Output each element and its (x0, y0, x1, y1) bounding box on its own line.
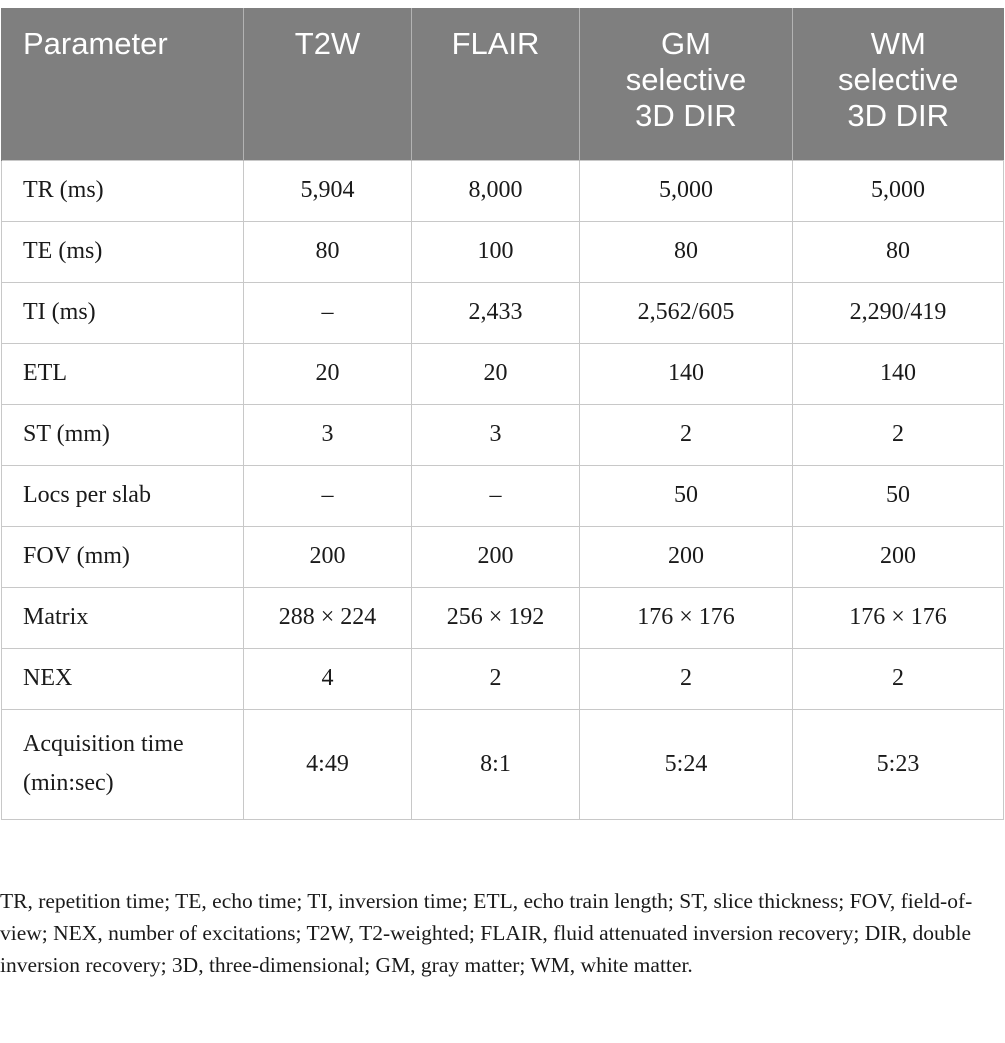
row-parameter: ST (mm) (2, 404, 244, 465)
header-wm-selective-3d-dir (793, 8, 1004, 160)
header-line: 3D DIR (847, 98, 950, 133)
cell-t2w: 20 (244, 343, 412, 404)
table-row (2, 648, 1004, 709)
table-row (2, 526, 1004, 587)
header-line: Parameter (23, 26, 168, 61)
row-parameter: TI (ms) (2, 282, 244, 343)
cell-t2w: 3 (244, 404, 412, 465)
row-parameter: TR (ms) (2, 160, 244, 221)
cell-wm-dir: 140 (793, 343, 1004, 404)
table-row (2, 343, 1004, 404)
cell-flair: – (412, 465, 580, 526)
parameters-table-container (1, 8, 1003, 820)
table-footnote: TR, repetition time; TE, echo time; TI, inversion time; ETL, echo train length; ST, slice thickness; FOV, field-of-view; NEX, number of excitations; T2W, T2-weighted; FLAIR, fluid attenuated inversion recovery; DIR, double inversion recovery; 3D, three-dimensional; GM, gray matter; WM, white matter. (0, 889, 973, 977)
header-flair (412, 8, 580, 160)
table-header-row (2, 8, 1004, 160)
cell-t2w: 5,904 (244, 160, 412, 221)
cell-wm-dir: 200 (793, 526, 1004, 587)
row-parameter: TE (ms) (2, 221, 244, 282)
header-line: GM (661, 26, 711, 61)
row-parameter: ETL (2, 343, 244, 404)
cell-gm-dir: 2,562/605 (580, 282, 793, 343)
cell-gm-dir: 5:24 (580, 709, 793, 819)
cell-gm-dir: 200 (580, 526, 793, 587)
header-line: selective (837, 62, 959, 97)
table-row (2, 160, 1004, 221)
table-row (2, 221, 1004, 282)
cell-flair: 2,433 (412, 282, 580, 343)
cell-t2w: 80 (244, 221, 412, 282)
cell-gm-dir: 80 (580, 221, 793, 282)
cell-flair: 2 (412, 648, 580, 709)
row-parameter: Acquisition time (min:sec) (2, 709, 244, 819)
cell-gm-dir: 2 (580, 648, 793, 709)
row-parameter: FOV (mm) (2, 526, 244, 587)
table-row (2, 465, 1004, 526)
cell-flair: 8:1 (412, 709, 580, 819)
row-parameter: Locs per slab (2, 465, 244, 526)
header-parameter (2, 8, 244, 160)
cell-wm-dir: 80 (793, 221, 1004, 282)
header-t2w (244, 8, 412, 160)
cell-flair: 256 × 192 (412, 587, 580, 648)
cell-wm-dir: 5,000 (793, 160, 1004, 221)
cell-wm-dir: 5:23 (793, 709, 1004, 819)
cell-t2w: 288 × 224 (244, 587, 412, 648)
cell-flair: 20 (412, 343, 580, 404)
cell-flair: 8,000 (412, 160, 580, 221)
header-line: T2W (294, 26, 361, 61)
cell-gm-dir: 176 × 176 (580, 587, 793, 648)
cell-gm-dir: 5,000 (580, 160, 793, 221)
cell-gm-dir: 50 (580, 465, 793, 526)
cell-t2w: 4 (244, 648, 412, 709)
table-row (2, 587, 1004, 648)
header-line: FLAIR (451, 26, 540, 61)
cell-t2w: – (244, 465, 412, 526)
header-line: WM (870, 26, 926, 61)
cell-gm-dir: 140 (580, 343, 793, 404)
parameters-table (1, 8, 1004, 820)
table-row (2, 282, 1004, 343)
cell-wm-dir: 2 (793, 648, 1004, 709)
cell-wm-dir: 50 (793, 465, 1004, 526)
cell-flair: 100 (412, 221, 580, 282)
header-gm-selective-3d-dir (580, 8, 793, 160)
table-row (2, 709, 1004, 819)
cell-t2w: 4:49 (244, 709, 412, 819)
cell-wm-dir: 176 × 176 (793, 587, 1004, 648)
row-parameter: Matrix (2, 587, 244, 648)
cell-t2w: – (244, 282, 412, 343)
row-parameter: NEX (2, 648, 244, 709)
header-line: selective (625, 62, 747, 97)
table-row (2, 404, 1004, 465)
cell-wm-dir: 2 (793, 404, 1004, 465)
header-line: 3D DIR (635, 98, 737, 133)
cell-t2w: 200 (244, 526, 412, 587)
cell-gm-dir: 2 (580, 404, 793, 465)
cell-flair: 3 (412, 404, 580, 465)
cell-wm-dir: 2,290/419 (793, 282, 1004, 343)
cell-flair: 200 (412, 526, 580, 587)
